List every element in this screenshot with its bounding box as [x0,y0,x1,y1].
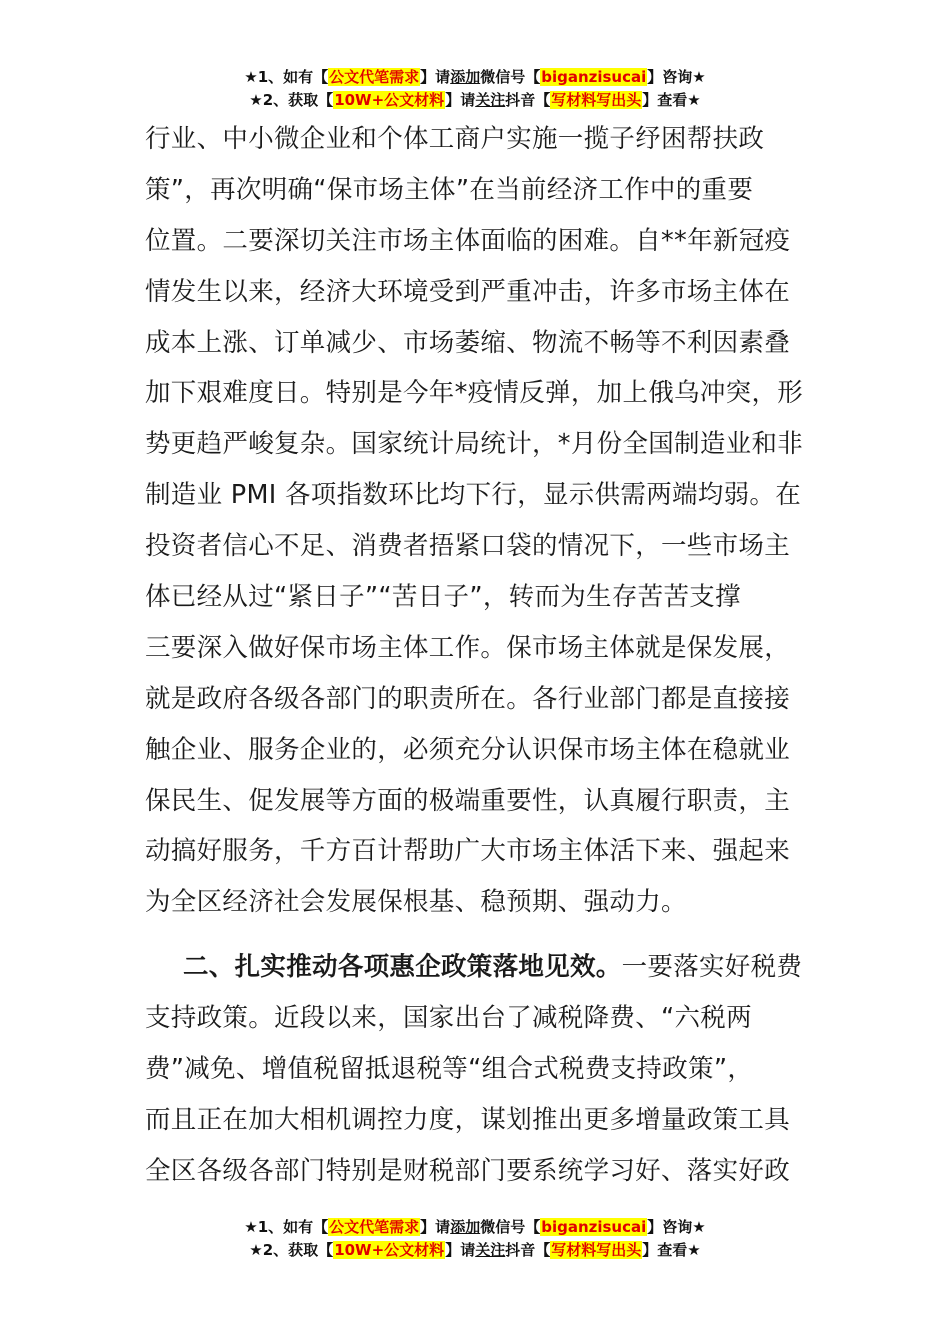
section-2-heading: 二、扎实推动各项惠企政策落地见效。 [183,952,622,983]
body-line: 而且正在加大相机调控力度，谋划推出更多增量政策工具 [145,1104,791,1135]
paragraph-gap [145,928,810,942]
body-line: 就是政府各级各部门的职责所在。各行业部门都是直接接 [145,683,791,714]
top-promo-banner [0,66,950,112]
highlight-douyin-account: 写材料写出头 [551,1241,642,1259]
highlight-service: 公文代笔需求 [329,68,420,86]
body-line: 全区各级各部门特别是财税部门要系统学习好、落实好政 [145,1155,791,1186]
body-line: 行业、中小微企业和个体工商户实施一揽子纾困帮扶政 [145,124,765,154]
body-line: 触企业、服务企业的，必须充分认识保市场主体在稳就业 [145,734,791,765]
promo-line-2: ★2、获取【10W+公文材料】请关注抖音【写材料写出头】查看★ [249,91,701,109]
promo-line-2: ★2、获取【10W+公文材料】请关注抖音【写材料写出头】查看★ [249,1241,701,1259]
body-line: 投资者信心不足、消费者捂紧口袋的情况下，一些市场主 [145,531,791,562]
highlight-wechat-id: biganzisucai [541,1218,647,1236]
body-line: 体已经从过“紧日子”“苦日子”，转而为生存苦苦支撑 [145,582,741,613]
highlight-wechat-id: biganzisucai [541,68,647,86]
section-2-first-line: 二、扎实推动各项惠企政策落地见效。一要落实好税费 [183,952,803,983]
promo-line-1: ★1、如有【公文代笔需求】请添加微信号【biganzisucai】咨询★ [244,68,706,86]
document-body [145,114,810,1197]
bottom-promo-banner [0,1216,950,1262]
body-line: 势更趋严峻复杂。国家统计局统计，*月份全国制造业和非 [145,429,804,460]
body-line: 位置。二要深切关注市场主体面临的困难。自**年新冠疫 [145,225,791,256]
promo-line-1: ★1、如有【公文代笔需求】请添加微信号【biganzisucai】咨询★ [244,1218,706,1236]
body-line: 为全区经济社会发展保根基、稳预期、强动力。 [145,887,687,918]
body-line: 策”，再次明确“保市场主体”在当前经济工作中的重要 [145,174,754,205]
body-line: 加下艰难度日。特别是今年*疫情反弹，加上俄乌冲突，形 [145,378,804,409]
body-line: 制造业 PMI 各项指数环比均下行，显示供需两端均弱。在 [145,480,802,511]
body-line: 保民生、促发展等方面的极端重要性，认真履行职责，主 [145,785,791,816]
body-line: 情发生以来，经济大环境受到严重冲击，许多市场主体在 [145,276,791,307]
highlight-douyin-account: 写材料写出头 [551,91,642,109]
body-line: 成本上涨、订单减少、市场萎缩、物流不畅等不利因素叠 [145,327,791,358]
highlight-materials: 10W+公文材料 [334,1241,445,1259]
body-line: 费”减免、增值税留抵退税等“组合式税费支持政策”， [145,1054,754,1085]
highlight-service: 公文代笔需求 [329,1218,420,1236]
body-line: 动搞好服务，千方百计帮助广大市场主体活下来、强起来 [145,836,791,867]
highlight-materials: 10W+公文材料 [334,91,445,109]
body-line: 支持政策。近段以来，国家出台了减税降费、“六税两 [145,1003,752,1034]
body-line: 三要深入做好保市场主体工作。保市场主体就是保发展， [145,632,791,663]
